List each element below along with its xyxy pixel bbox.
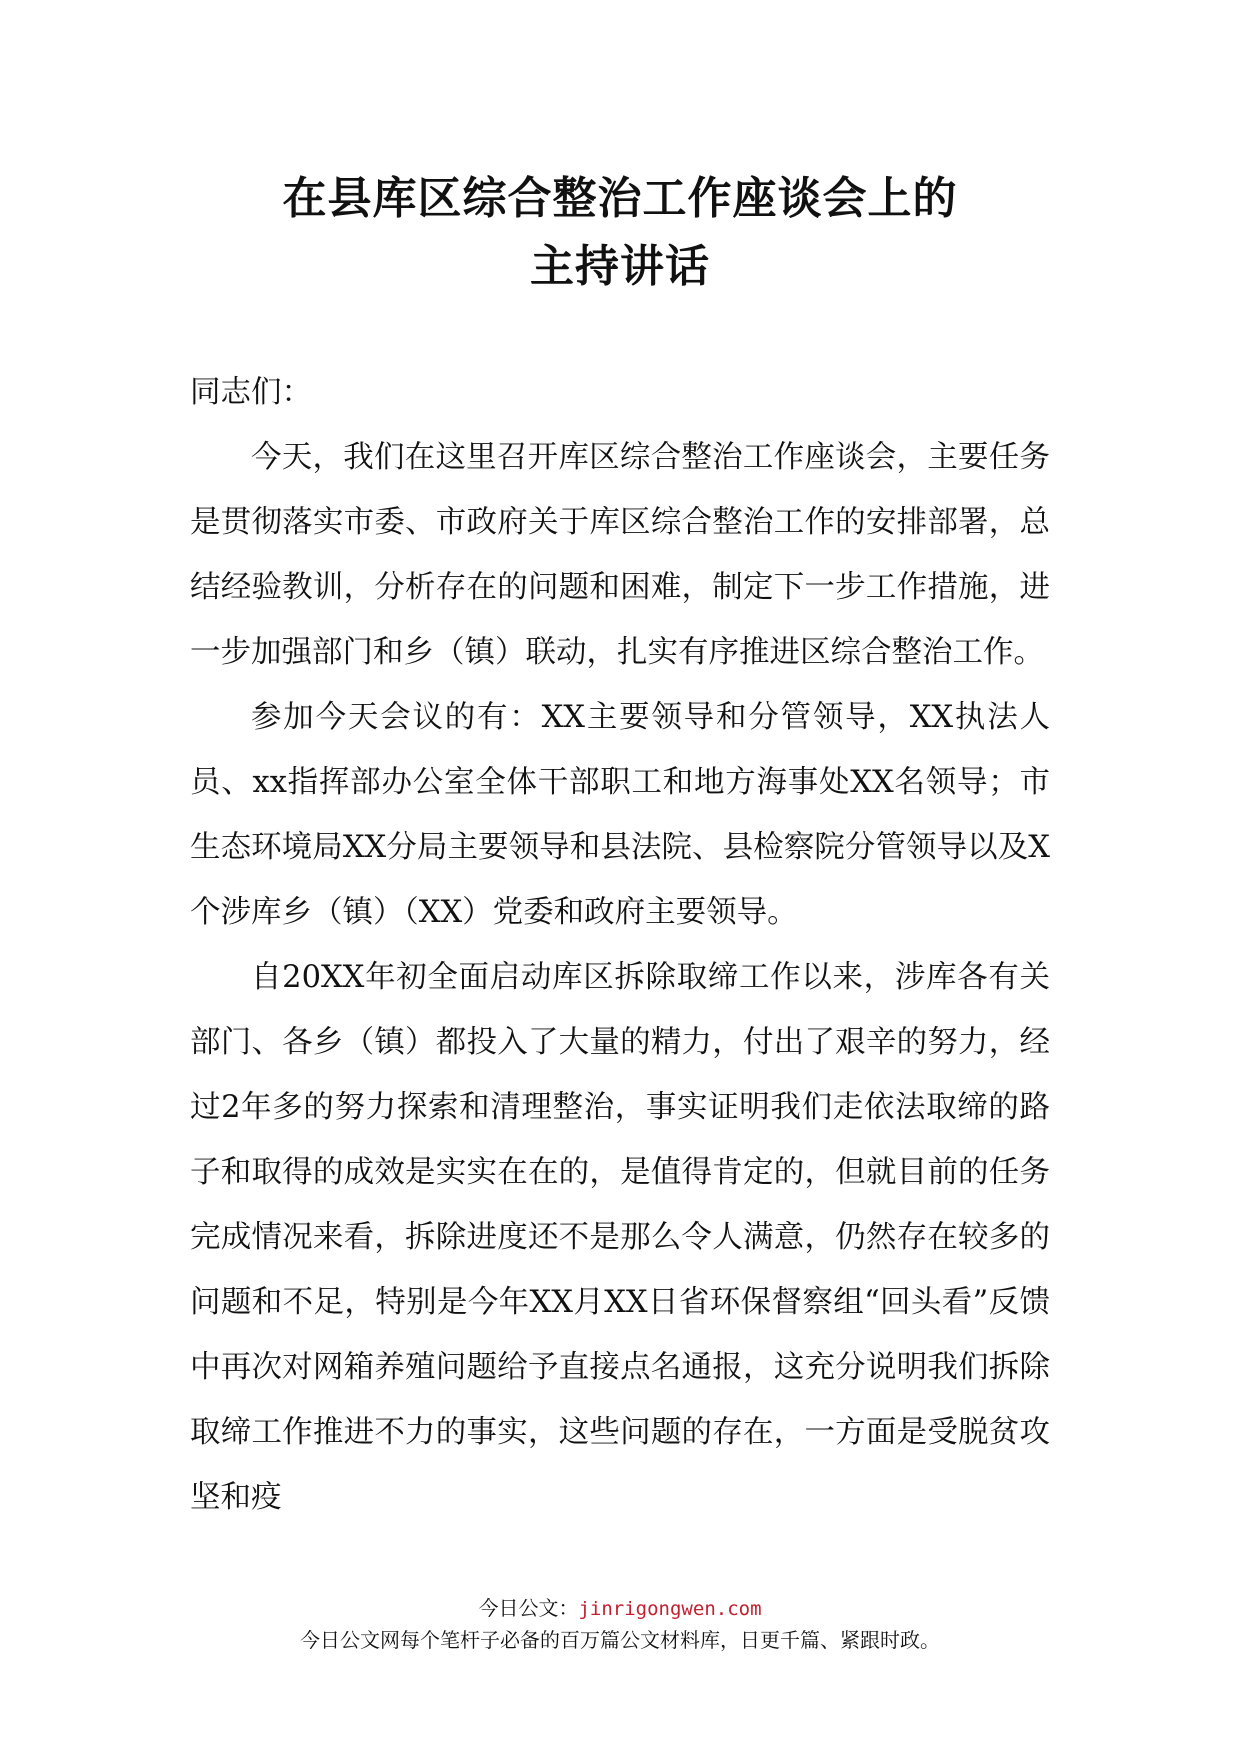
salutation: 同志们： [190,375,312,410]
footer-slogan: 今日公文网每个笔杆子必备的百万篇公文材料库，日更千篇、紧跟时政。 [300,1628,940,1652]
footer-site-label: 今日公文： [478,1596,579,1620]
paragraph-1: 今天，我们在这里召开库区综合整治工作座谈会，主要任务是贯彻落实市委、市政府关于库区综合整治工作的安排部署，总结经验教训，分析存在的问题和困难，制定下一步工作措施，进一步加强部门和乡（镇）联动，扎实有序推进区综合整治工作。 [190,440,1050,670]
footer-site-url[interactable]: jinrigongwen.com [578,1598,762,1620]
paragraph-3: 自20XX年初全面启动库区拆除取缔工作以来，涉库各有关部门、各乡（镇）都投入了大量的精力，付出了艰辛的努力，经过2年多的努力探索和清理整治，事实证明我们走依法取缔的路子和取得的成效是实实在在的，是值得肯定的，但就目前的任务完成情况来看，拆除进度还不是那么令人满意，仍然存在较多的问题和不足，特别是今年XX月XX日省环保督察组“回头看”反馈中再次对网箱养殖问题给予直接点名通报，这充分说明我们拆除取缔工作推进不力的事实，这些问题的存在，一方面是受脱贫攻坚和疫 [190,960,1050,1515]
paragraph-2: 参加今天会议的有：XX主要领导和分管领导，XX执法人员、xx指挥部办公室全体干部职工和地方海事处XX名领导；市生态环境局XX分局主要领导和县法院、县检察院分管领导以及X个涉库乡（镇）（XX）党委和政府主要领导。 [190,700,1050,930]
document-body [190,360,1050,1530]
footer-site-line [0,1592,1240,1621]
document-title-line-2: 主持讲话 [530,241,710,292]
document-title-line-1: 在县库区综合整治工作座谈会上的 [282,173,958,224]
